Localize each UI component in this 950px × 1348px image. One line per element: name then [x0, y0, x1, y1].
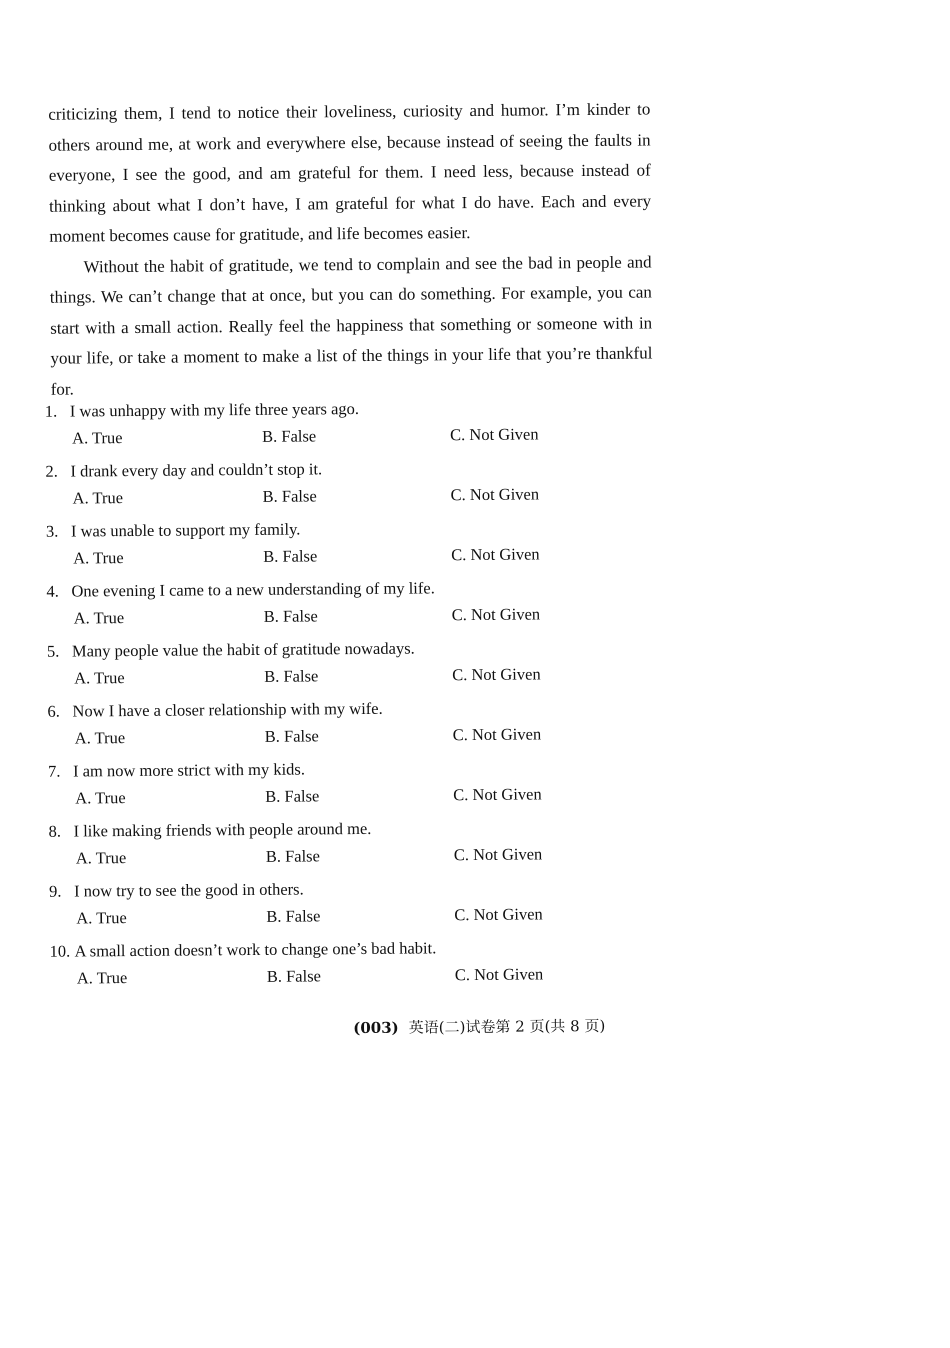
question-text: One evening I came to a new understanding of my life. — [71, 578, 435, 601]
option-b: B. False — [266, 966, 321, 986]
option-a: A. True — [75, 848, 127, 868]
question-number: 7. — [47, 761, 61, 781]
question-2 — [45, 457, 605, 518]
option-c: C. Not Given — [454, 904, 543, 925]
question-number: 9. — [48, 881, 62, 901]
question-text: Now I have a closer relationship with my wife. — [72, 698, 383, 721]
option-b: B. False — [262, 486, 317, 506]
question-number: 10. — [49, 941, 71, 961]
question-3 — [46, 517, 606, 578]
option-b: B. False — [263, 606, 318, 626]
option-c: C. Not Given — [453, 844, 543, 865]
option-b: B. False — [262, 426, 317, 446]
option-a: A. True — [73, 608, 125, 628]
question-text: I drank every day and couldn’t stop it. — [70, 459, 323, 481]
option-c: C. Not Given — [452, 724, 542, 745]
option-c: C. Not Given — [453, 784, 542, 805]
option-b: B. False — [265, 846, 320, 866]
question-10 — [50, 937, 610, 998]
question-text: Many people value the habit of gratitude nowadays. — [71, 638, 415, 661]
question-number: 1. — [44, 401, 58, 421]
question-text: I now try to see the good in others. — [73, 879, 304, 901]
question-text: I was unable to support my family. — [70, 519, 301, 541]
question-1 — [45, 397, 605, 458]
question-6 — [47, 697, 607, 758]
option-c: C. Not Given — [451, 544, 540, 565]
option-a: A. True — [76, 908, 127, 928]
option-a: A. True — [75, 788, 126, 808]
question-number: 4. — [46, 581, 59, 601]
option-b: B. False — [266, 906, 321, 926]
question-8 — [48, 817, 608, 878]
passage-paragraph-2: Without the habit of gratitude, we tend to complain and see the bad in people and things. We can’t change that at once, but you can do something. For example, you can start with a small action. Really feel the happiness that something or someone with in your life, or take a moment to make a list of the things in your life that you’re thankful for. — [49, 251, 653, 399]
option-a: A. True — [73, 548, 124, 568]
option-b: B. False — [263, 546, 318, 566]
option-b: B. False — [265, 786, 320, 806]
option-c: C. Not Given — [450, 484, 540, 505]
option-c: C. Not Given — [452, 664, 541, 685]
reading-passage — [48, 94, 653, 404]
question-7 — [48, 757, 608, 818]
question-number: 3. — [45, 521, 59, 541]
option-a: A. True — [72, 488, 124, 508]
option-a: A. True — [74, 668, 125, 688]
paper-code: (003) — [353, 1018, 399, 1038]
question-text: A small action doesn’t work to change one’s bad habit. — [74, 938, 437, 961]
option-c: C. Not Given — [451, 604, 541, 625]
option-c: C. Not Given — [450, 424, 539, 445]
option-b: B. False — [264, 666, 319, 686]
question-text: I like making friends with people around me. — [73, 818, 372, 841]
option-a: A. True — [72, 428, 123, 448]
question-5 — [47, 637, 607, 698]
option-b: B. False — [264, 726, 319, 746]
question-text: I was unhappy with my life three years ago. — [69, 399, 360, 421]
question-number: 6. — [47, 701, 60, 721]
option-a: A. True — [74, 728, 126, 748]
page-footer — [4, 1012, 950, 1041]
page-indicator: 英语(二)试卷第 2 页(共 8 页) — [408, 1016, 606, 1037]
question-9 — [49, 877, 609, 938]
question-number: 5. — [46, 641, 60, 661]
passage-paragraph-1: criticizing them, I tend to notice their loveliness, curiosity and humor. I’m kinder to others around me, at work and everywhere else, because instead of seeing the faults in everyone, I see the good, and am grateful for them. I need less, because instead of thinking about what I don’t have, I am grateful for what I do have. Each and every moment becomes cause for gratitude, and life becomes easier. — [48, 99, 652, 246]
question-number: 8. — [48, 821, 62, 841]
question-text: I am now more strict with my kids. — [72, 759, 305, 781]
question-number: 2. — [45, 461, 58, 481]
option-c: C. Not Given — [454, 964, 544, 985]
option-a: A. True — [76, 968, 128, 988]
question-4 — [46, 577, 606, 638]
